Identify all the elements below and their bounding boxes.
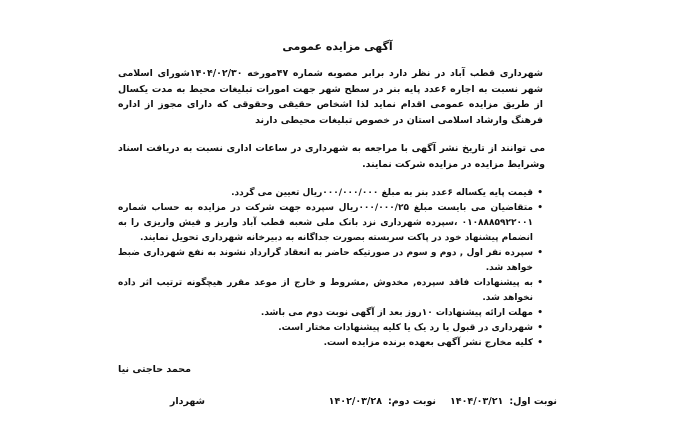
signatory-role: شهردار [169,396,205,407]
first-publication-date: ۱۴۰۴/۰۳/۲۱ [450,396,504,407]
list-item: • مهلت ارائه پیشنهادات ۱۰روز بعد از آگهی نوبت دوم می باشد. [118,306,543,321]
page-title: آگهی مزایده عمومی [282,40,393,53]
list-item: • به پیشنهادات فاقد سپرده, مخدوش ,مشروط و خارج از موعد مقرر هیچگونه ترتیب اثر داده نخواهد شد. [118,276,543,306]
first-publication-label: نوبت اول: [509,396,557,407]
conditions-list [118,186,543,351]
list-item: • شهرداری در قبول یا رد یک یا کلیه پیشنهادات مختار است. [118,321,543,336]
invitation-paragraph: می توانند از تاریخ نشر آگهی با مراجعه به شهرداری در ساعات اداری نسبت به دریافت اسناد وشرایط مزایده در مزایده شرکت نمایند. [118,143,545,170]
intro-paragraph: شهرداری قطب آباد در نظر دارد برابر مصوبه شماره ۴۷مورخه ۱۴۰۴/۰۲/۳۰شورای اسلامی شهر نسبت به اجاره ۶عدد پایه بنر در سطح شهر جهت امورات تبلیغات محیط به مدت یکسال از طریق مزایده عمومی اقدام نماید لذا اشخاص حقیقی وحقوقی که دارای مجوز از اداره فرهنگ وارشاد اسلامی استان در خصوص تبلیغات محیطی دارند [118,68,544,126]
list-item: • قیمت پایه یکساله ۶عدد بنر به مبلغ ۰۰۰/۰۰۰/۰۰۰ریال تعیین می گردد. [118,186,543,201]
second-publication-label: نوبت دوم: [388,396,436,407]
signatory-name: محمد حاجتی نیا [118,364,191,375]
second-publication-date: ۱۴۰۲/۰۳/۲۸ [328,396,382,407]
list-item: • کلیه مخارج نشر آگهی بعهده برنده مزایده است. [118,336,543,351]
list-item: • متقاضیان می بایست مبلغ ۰۰۰/۰۰۰/۲۵ریال سپرده جهت شرکت در مزایده به حساب شماره ۰۱۰۸۸۸۵۹۲۲۰۰۱ ،سپرده شهرداری نزد بانک ملی شعبه قطب آباد واریز و فیش واریزی را به انضمام پیشنهاد خود در پاکت سربسته بصورت جداگانه به دبیرخانه شهرداری تحویل نمایند. [118,201,543,246]
publication-dates [329,396,557,407]
list-item: • سپرده نفر اول , دوم و سوم در صورتیکه حاضر به انعقاد گرارداد نشوند به نفع شهرداری ضبط خواهد شد. [118,246,543,276]
